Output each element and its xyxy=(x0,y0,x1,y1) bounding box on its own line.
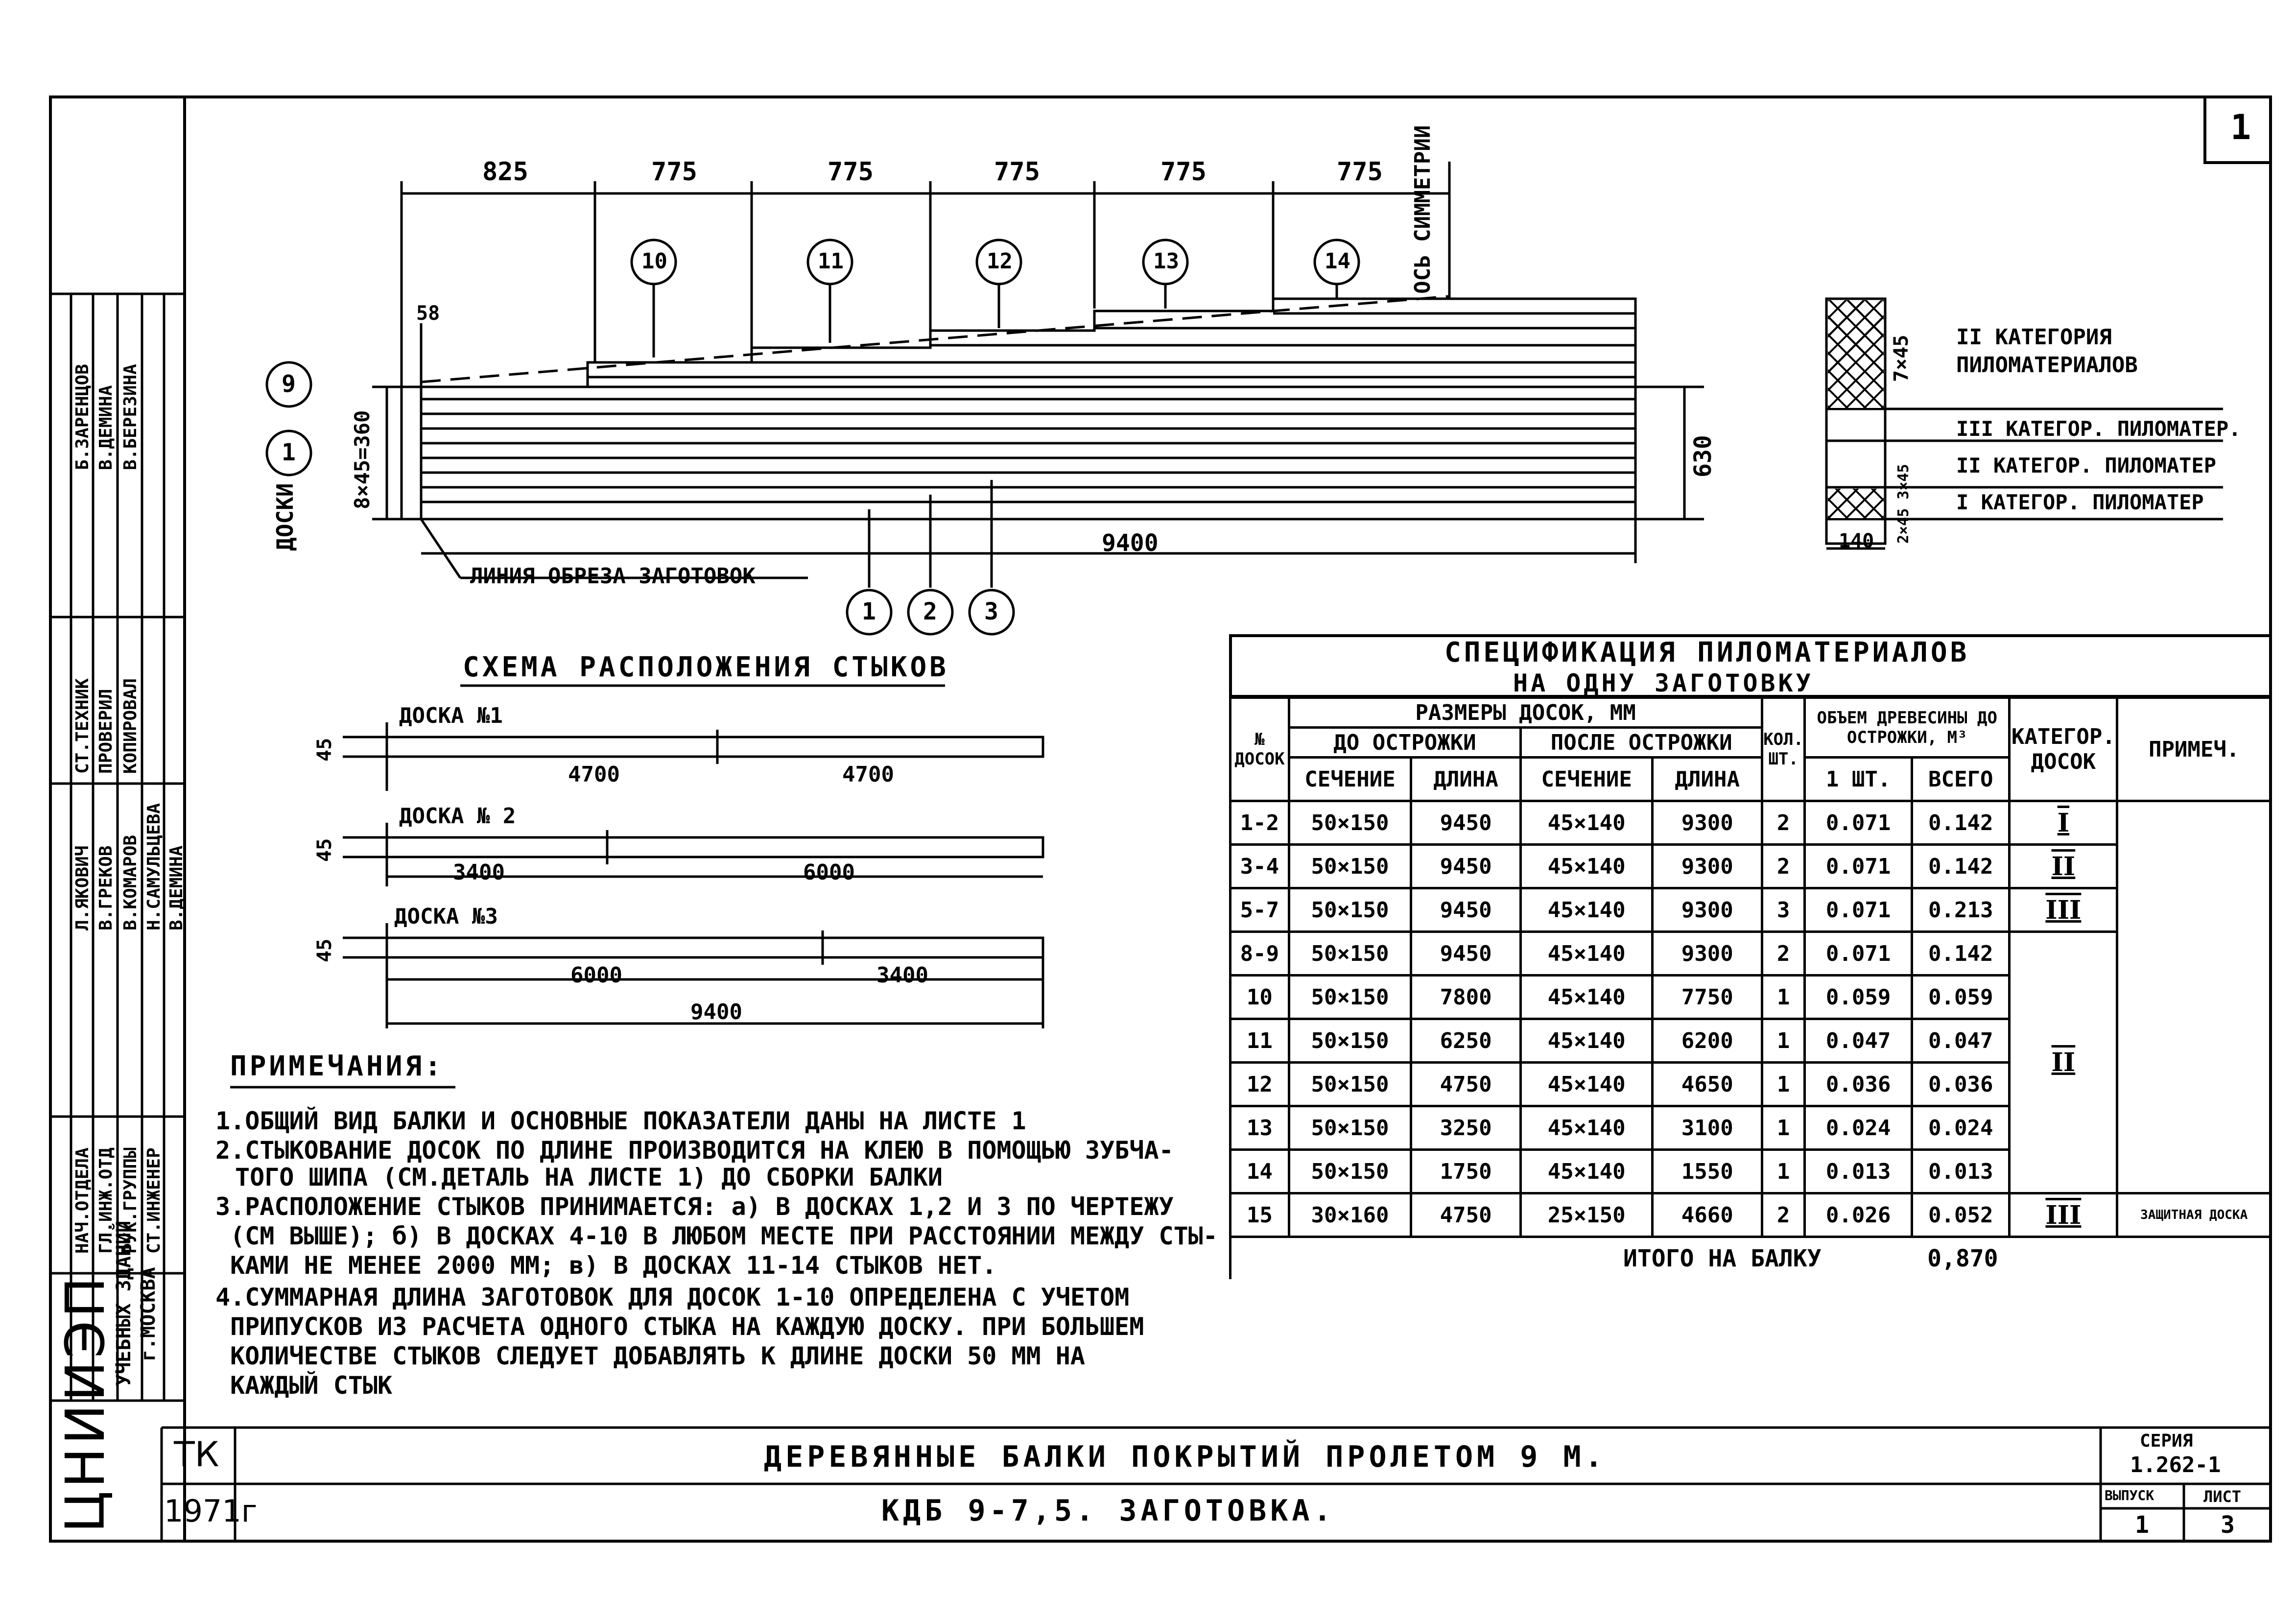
spec-cell: 0.142 xyxy=(1912,801,2010,845)
stamp-series-value: 1.262-1 xyxy=(2130,1453,2221,1477)
spec-title-1: СПЕЦИФИКАЦИЯ ПИЛОМАТЕРИАЛОВ xyxy=(1444,637,1970,668)
top-dim-1: 825 xyxy=(482,157,528,187)
spec-category-cell: I xyxy=(2010,801,2117,845)
stamp-year: 1971г xyxy=(164,1493,258,1529)
callout-1-left: 1 xyxy=(282,439,296,466)
stamp-name-8: В.БЕРЕЗИНА xyxy=(120,364,141,470)
legend-dim-7x45: 7×45 xyxy=(1890,334,1913,382)
spec-row xyxy=(1231,932,2271,976)
spec-cell: 9450 xyxy=(1411,888,1521,932)
stamp-tk: ТК xyxy=(174,1434,219,1475)
stamp-series-label: СЕРИЯ xyxy=(2140,1431,2193,1451)
stamp-title-1: ДЕРЕВЯННЫЕ БАЛКИ ПОКРЫТИЙ ПРОЛЕТОМ 9 М. xyxy=(764,1440,1607,1474)
board3-right: 3400 xyxy=(876,963,928,988)
board1-right: 4700 xyxy=(842,762,894,787)
spec-cell: 45×140 xyxy=(1521,888,1653,932)
spec-cell: 50×150 xyxy=(1289,801,1411,845)
spec-cell: 9300 xyxy=(1653,845,1762,888)
note-line-9: КОЛИЧЕСТВЕ СТЫКОВ СЛЕДУЕТ ДОБАВЛЯТЬ К ДЛИНЕ ДОСКИ 50 ММ НА xyxy=(230,1342,1085,1370)
spec-cell: 45×140 xyxy=(1521,801,1653,845)
joints-title: СХЕМА РАСПОЛОЖЕНИЯ СТЫКОВ xyxy=(463,651,949,683)
dim-58: 58 xyxy=(416,302,440,325)
callout-10: 10 xyxy=(641,249,667,274)
spec-cell: 0.013 xyxy=(1805,1150,1912,1193)
callout-12: 12 xyxy=(987,249,1013,274)
callout-14: 14 xyxy=(1325,249,1350,274)
board2-label: ДОСКА № 2 xyxy=(399,804,516,829)
spec-cell: 3 xyxy=(1762,888,1805,932)
spec-cell: 15 xyxy=(1231,1193,1289,1237)
spec-cell: 45×140 xyxy=(1521,932,1653,976)
spec-cell: 1 xyxy=(1762,1106,1805,1150)
stamp-role-3: РУК.ГРУППЫ xyxy=(120,1147,141,1254)
spec-category-cell: II xyxy=(2010,932,2117,1193)
spec-total-row xyxy=(1231,1237,2271,1280)
callout-3: 3 xyxy=(984,598,998,625)
total-label: ИТОГО НА БАЛКУ xyxy=(1623,1245,1822,1272)
spec-cell: 2 xyxy=(1762,845,1805,888)
stamp-org-sub1: УЧЕБНЫХ ЗДАНИЙ xyxy=(113,1220,135,1386)
spec-title-2: НА ОДНУ ЗАГОТОВКУ xyxy=(1513,669,1814,697)
spec-cell: 45×140 xyxy=(1521,976,1653,1019)
spec-cell: 3100 xyxy=(1653,1106,1762,1150)
stamp-role-6: ПРОВЕРИЛ xyxy=(96,689,116,774)
stamp-role-2: ГЛ.ИНЖ.ОТД xyxy=(96,1147,116,1254)
h-section-before: СЕЧЕНИЕ xyxy=(1289,758,1411,801)
spec-row xyxy=(1231,1193,2271,1237)
callout-9: 9 xyxy=(282,370,296,398)
spec-cell: 50×150 xyxy=(1289,888,1411,932)
spec-cell: 9300 xyxy=(1653,801,1762,845)
h-cat: КАТЕГОР. ДОСОК xyxy=(2010,698,2117,801)
callout-13: 13 xyxy=(1153,249,1179,274)
spec-cell: 9450 xyxy=(1411,801,1521,845)
dim-9400: 9400 xyxy=(1102,529,1159,557)
spec-header-row-1 xyxy=(1231,698,2271,728)
spec-cell: 1550 xyxy=(1653,1150,1762,1193)
top-dim-6: 775 xyxy=(1337,157,1383,187)
note-line-3: ТОГО ШИПА (СМ.ДЕТАЛЬ НА ЛИСТЕ 1) ДО СБОРКИ БАЛКИ xyxy=(235,1163,943,1191)
stamp-issue-label: ВЫПУСК xyxy=(2105,1487,2154,1503)
spec-table xyxy=(1229,696,2272,1279)
stamp-sheet-value: 3 xyxy=(2221,1511,2235,1539)
spec-row xyxy=(1231,888,2271,932)
spec-cell: 9300 xyxy=(1653,932,1762,976)
spec-cell: 45×140 xyxy=(1521,845,1653,888)
h-qty: КОЛ. ШТ. xyxy=(1762,698,1805,801)
stamp-name-6: Б.ЗАРЕНЦОВ xyxy=(72,364,93,470)
spec-cell: 0.059 xyxy=(1805,976,1912,1019)
spec-cell: 0.047 xyxy=(1805,1019,1912,1063)
spec-cell: 5-7 xyxy=(1231,888,1289,932)
h-section-after: СЕЧЕНИЕ xyxy=(1521,758,1653,801)
board3-dim-45: 45 xyxy=(313,938,336,962)
spec-cell: 50×150 xyxy=(1289,932,1411,976)
h-total: ВСЕГО xyxy=(1912,758,2010,801)
note-line-5: (СМ ВЫШЕ); б) В ДОСКАХ 4-10 В ЛЮБОМ МЕСТЕ ПРИ РАССТОЯНИИ МЕЖДУ СТЫ- xyxy=(230,1222,1218,1250)
h-after: ПОСЛЕ ОСТРОЖКИ xyxy=(1521,728,1762,758)
sheet-number: 1 xyxy=(2230,107,2251,147)
spec-cell: 0.142 xyxy=(1912,932,2010,976)
board3-left: 6000 xyxy=(570,963,622,988)
board2-dim-45: 45 xyxy=(313,838,336,862)
stamp-role-7: КОПИРОВАЛ xyxy=(120,678,141,774)
spec-cell: 6200 xyxy=(1653,1019,1762,1063)
total-value: 0,870 xyxy=(1927,1245,1998,1272)
spec-cell: 2 xyxy=(1762,801,1805,845)
stamp-name-5: В.ДЕМИНА xyxy=(166,845,187,930)
spec-cell: 14 xyxy=(1231,1150,1289,1193)
spec-cell: 50×150 xyxy=(1289,1019,1411,1063)
spec-cell: 6250 xyxy=(1411,1019,1521,1063)
spec-cell: 30×160 xyxy=(1289,1193,1411,1237)
legend-cat-1: II КАТЕГОРИЯ ПИЛОМАТЕРИАЛОВ xyxy=(1956,325,2138,378)
note-line-7: 4.СУММАРНАЯ ДЛИНА ЗАГОТОВОК ДЛЯ ДОСОК 1-10 ОПРЕДЕЛЕНА С УЧЕТОМ xyxy=(215,1283,1130,1311)
spec-cell: 9300 xyxy=(1653,888,1762,932)
legend-hatch-top xyxy=(1828,300,1884,408)
legend-dim-140: 140 xyxy=(1839,530,1874,552)
spec-cell: 0.142 xyxy=(1912,845,2010,888)
cut-line-label: ЛИНИЯ ОБРЕЗА ЗАГОТОВОК xyxy=(470,564,756,589)
legend-cat-3: II КАТЕГОР. ПИЛОМАТЕР xyxy=(1956,453,2217,477)
board1-dim-45: 45 xyxy=(313,738,336,762)
boards-label: ДОСКИ xyxy=(272,483,298,551)
spec-cell: 0.036 xyxy=(1912,1063,2010,1106)
dim-630: 630 xyxy=(1689,435,1717,477)
h-before: ДО ОСТРОЖКИ xyxy=(1289,728,1520,758)
spec-cell: 25×150 xyxy=(1521,1193,1653,1237)
h-sizes: РАЗМЕРЫ ДОСОК, ММ xyxy=(1289,698,1762,728)
spec-row xyxy=(1231,801,2271,845)
spec-cell: 50×150 xyxy=(1289,1150,1411,1193)
spec-category-cell: III xyxy=(2010,888,2117,932)
h-note: ПРИМЕЧ. xyxy=(2117,698,2271,801)
board1-left: 4700 xyxy=(568,762,620,787)
spec-cell: 45×140 xyxy=(1521,1150,1653,1193)
spec-note-empty xyxy=(2117,801,2271,1193)
stamp-sheet-label: ЛИСТ xyxy=(2203,1487,2242,1506)
spec-cell: 4660 xyxy=(1653,1193,1762,1237)
symmetry-axis-label: ОСЬ СИММЕТРИИ xyxy=(1410,125,1435,294)
spec-cell: 0.036 xyxy=(1805,1063,1912,1106)
spec-cell: 0.071 xyxy=(1805,845,1912,888)
spec-cell: 11 xyxy=(1231,1019,1289,1063)
spec-cell: 0.059 xyxy=(1912,976,2010,1019)
spec-cell: 4650 xyxy=(1653,1063,1762,1106)
note-line-10: КАЖДЫЙ СТЫК xyxy=(230,1371,393,1400)
callout-2: 2 xyxy=(923,598,937,625)
top-dim-2: 775 xyxy=(651,157,697,187)
spec-cell: 1 xyxy=(1762,976,1805,1019)
stamp-name-1: Л.ЯКОВИЧ xyxy=(72,845,93,930)
callout-1: 1 xyxy=(862,598,876,625)
spec-category-cell: II xyxy=(2010,845,2117,888)
stamp-name-2: В.ГРЕКОВ xyxy=(96,845,116,930)
h-length-before: ДЛИНА xyxy=(1411,758,1521,801)
h-one: 1 ШТ. xyxy=(1805,758,1912,801)
note-line-8: ПРИПУСКОВ ИЗ РАСЧЕТА ОДНОГО СТЫКА НА КАЖДУЮ ДОСКУ. ПРИ БОЛЬШЕМ xyxy=(230,1312,1144,1341)
spec-protective-note: ЗАЩИТНАЯ ДОСКА xyxy=(2117,1193,2271,1237)
spec-cell: 4750 xyxy=(1411,1193,1521,1237)
stamp-org: ЦНИИЭП xyxy=(54,1274,117,1533)
stamp-role-4: СТ.ИНЖЕНЕР xyxy=(144,1147,164,1254)
note-line-1: 1.ОБЩИЙ ВИД БАЛКИ И ОСНОВНЫЕ ПОКАЗАТЕЛИ ДАНЫ НА ЛИСТЕ 1 xyxy=(215,1107,1026,1135)
spec-cell: 0.024 xyxy=(1805,1106,1912,1150)
spec-cell: 1 xyxy=(1762,1019,1805,1063)
spec-cell: 4750 xyxy=(1411,1063,1521,1106)
spec-cell: 45×140 xyxy=(1521,1063,1653,1106)
spec-cell: 50×150 xyxy=(1289,976,1411,1019)
board2-left: 3400 xyxy=(453,860,505,885)
spec-cell: 0.071 xyxy=(1805,932,1912,976)
spec-cell: 12 xyxy=(1231,1063,1289,1106)
note-line-6: КАМИ НЕ МЕНЕЕ 2000 ММ; в) В ДОСКАХ 11-14 СТЫКОВ НЕТ. xyxy=(230,1251,997,1280)
spec-cell: 9450 xyxy=(1411,845,1521,888)
spec-cell: 1750 xyxy=(1411,1150,1521,1193)
spec-cell: 0.047 xyxy=(1912,1019,2010,1063)
spec-cell: 1 xyxy=(1762,1150,1805,1193)
spec-cell: 0.024 xyxy=(1912,1106,2010,1150)
note-line-2: 2.СТЫКОВАНИЕ ДОСОК ПО ДЛИНЕ ПРОИЗВОДИТСЯ НА КЛЕЮ В ПОМОЩЬЮ ЗУБЧА- xyxy=(215,1136,1174,1165)
spec-cell: 1-2 xyxy=(1231,801,1289,845)
spec-cell: 0.071 xyxy=(1805,888,1912,932)
dim-8x45: 8×45=360 xyxy=(350,410,374,509)
stamp-name-7: В.ДЕМИНА xyxy=(96,385,116,470)
board2-right: 6000 xyxy=(803,860,855,885)
callout-11: 11 xyxy=(818,249,844,274)
stamp-org-sub2: г.МОСКВА xyxy=(137,1267,160,1361)
spec-cell: 0.213 xyxy=(1912,888,2010,932)
board3-label: ДОСКА №3 xyxy=(394,904,498,929)
spec-cell: 7750 xyxy=(1653,976,1762,1019)
legend-dim-small: 2×45 3×45 xyxy=(1895,464,1912,544)
spec-cell: 50×150 xyxy=(1289,1063,1411,1106)
stamp-name-3: В.КОМАРОВ xyxy=(120,834,141,930)
stamp-role-5: СТ.ТЕХНИК xyxy=(72,678,93,774)
spec-cell: 3250 xyxy=(1411,1106,1521,1150)
note-line-4: 3.РАСПОЛОЖЕНИЕ СТЫКОВ ПРИНИМАЕТСЯ: а) В ДОСКАХ 1,2 И 3 ПО ЧЕРТЕЖУ xyxy=(215,1192,1174,1221)
top-dim-4: 775 xyxy=(994,157,1040,187)
stamp-title-2: КДБ 9-7,5. ЗАГОТОВКА. xyxy=(881,1494,1335,1528)
h-no: № ДОСОК xyxy=(1231,698,1289,801)
spec-cell: 9450 xyxy=(1411,932,1521,976)
spec-cell: 13 xyxy=(1231,1106,1289,1150)
h-volume: ОБЪЕМ ДРЕВЕСИНЫ ДО ОСТРОЖКИ, М³ xyxy=(1805,698,2010,758)
spec-cell: 8-9 xyxy=(1231,932,1289,976)
notes-title: ПРИМЕЧАНИЯ: xyxy=(230,1050,444,1082)
joints-total: 9400 xyxy=(690,1000,742,1024)
spec-cell: 3-4 xyxy=(1231,845,1289,888)
spec-cell: 1 xyxy=(1762,1063,1805,1106)
spec-cell: 7800 xyxy=(1411,976,1521,1019)
top-dim-3: 775 xyxy=(828,157,874,187)
stamp-role-1: НАЧ.ОТДЕЛА xyxy=(72,1147,93,1254)
top-dim-5: 775 xyxy=(1160,157,1207,187)
spec-cell: 0.052 xyxy=(1912,1193,2010,1237)
spec-cell: 50×150 xyxy=(1289,1106,1411,1150)
spec-cell: 0.013 xyxy=(1912,1150,2010,1193)
stamp-name-4: Н.САМУЛЬЦЕВА xyxy=(144,803,164,930)
board1-label: ДОСКА №1 xyxy=(399,703,503,728)
spec-cell: 2 xyxy=(1762,932,1805,976)
spec-cell: 45×140 xyxy=(1521,1019,1653,1063)
spec-cell: 0.071 xyxy=(1805,801,1912,845)
spec-cell: 50×150 xyxy=(1289,845,1411,888)
legend-cat-2: III КАТЕГОР. ПИЛОМАТЕР. xyxy=(1956,417,2241,441)
spec-cell: 0.026 xyxy=(1805,1193,1912,1237)
stamp-issue-value: 1 xyxy=(2135,1511,2149,1539)
spec-cell: 2 xyxy=(1762,1193,1805,1237)
spec-cell: 10 xyxy=(1231,976,1289,1019)
spec-category-cell: III xyxy=(2010,1193,2117,1237)
legend-cat-4: I КАТЕГОР. ПИЛОМАТЕР xyxy=(1956,490,2204,514)
spec-row xyxy=(1231,845,2271,888)
h-length-after: ДЛИНА xyxy=(1653,758,1762,801)
legend-hatch-bottom xyxy=(1828,489,1884,518)
spec-cell: 45×140 xyxy=(1521,1106,1653,1150)
